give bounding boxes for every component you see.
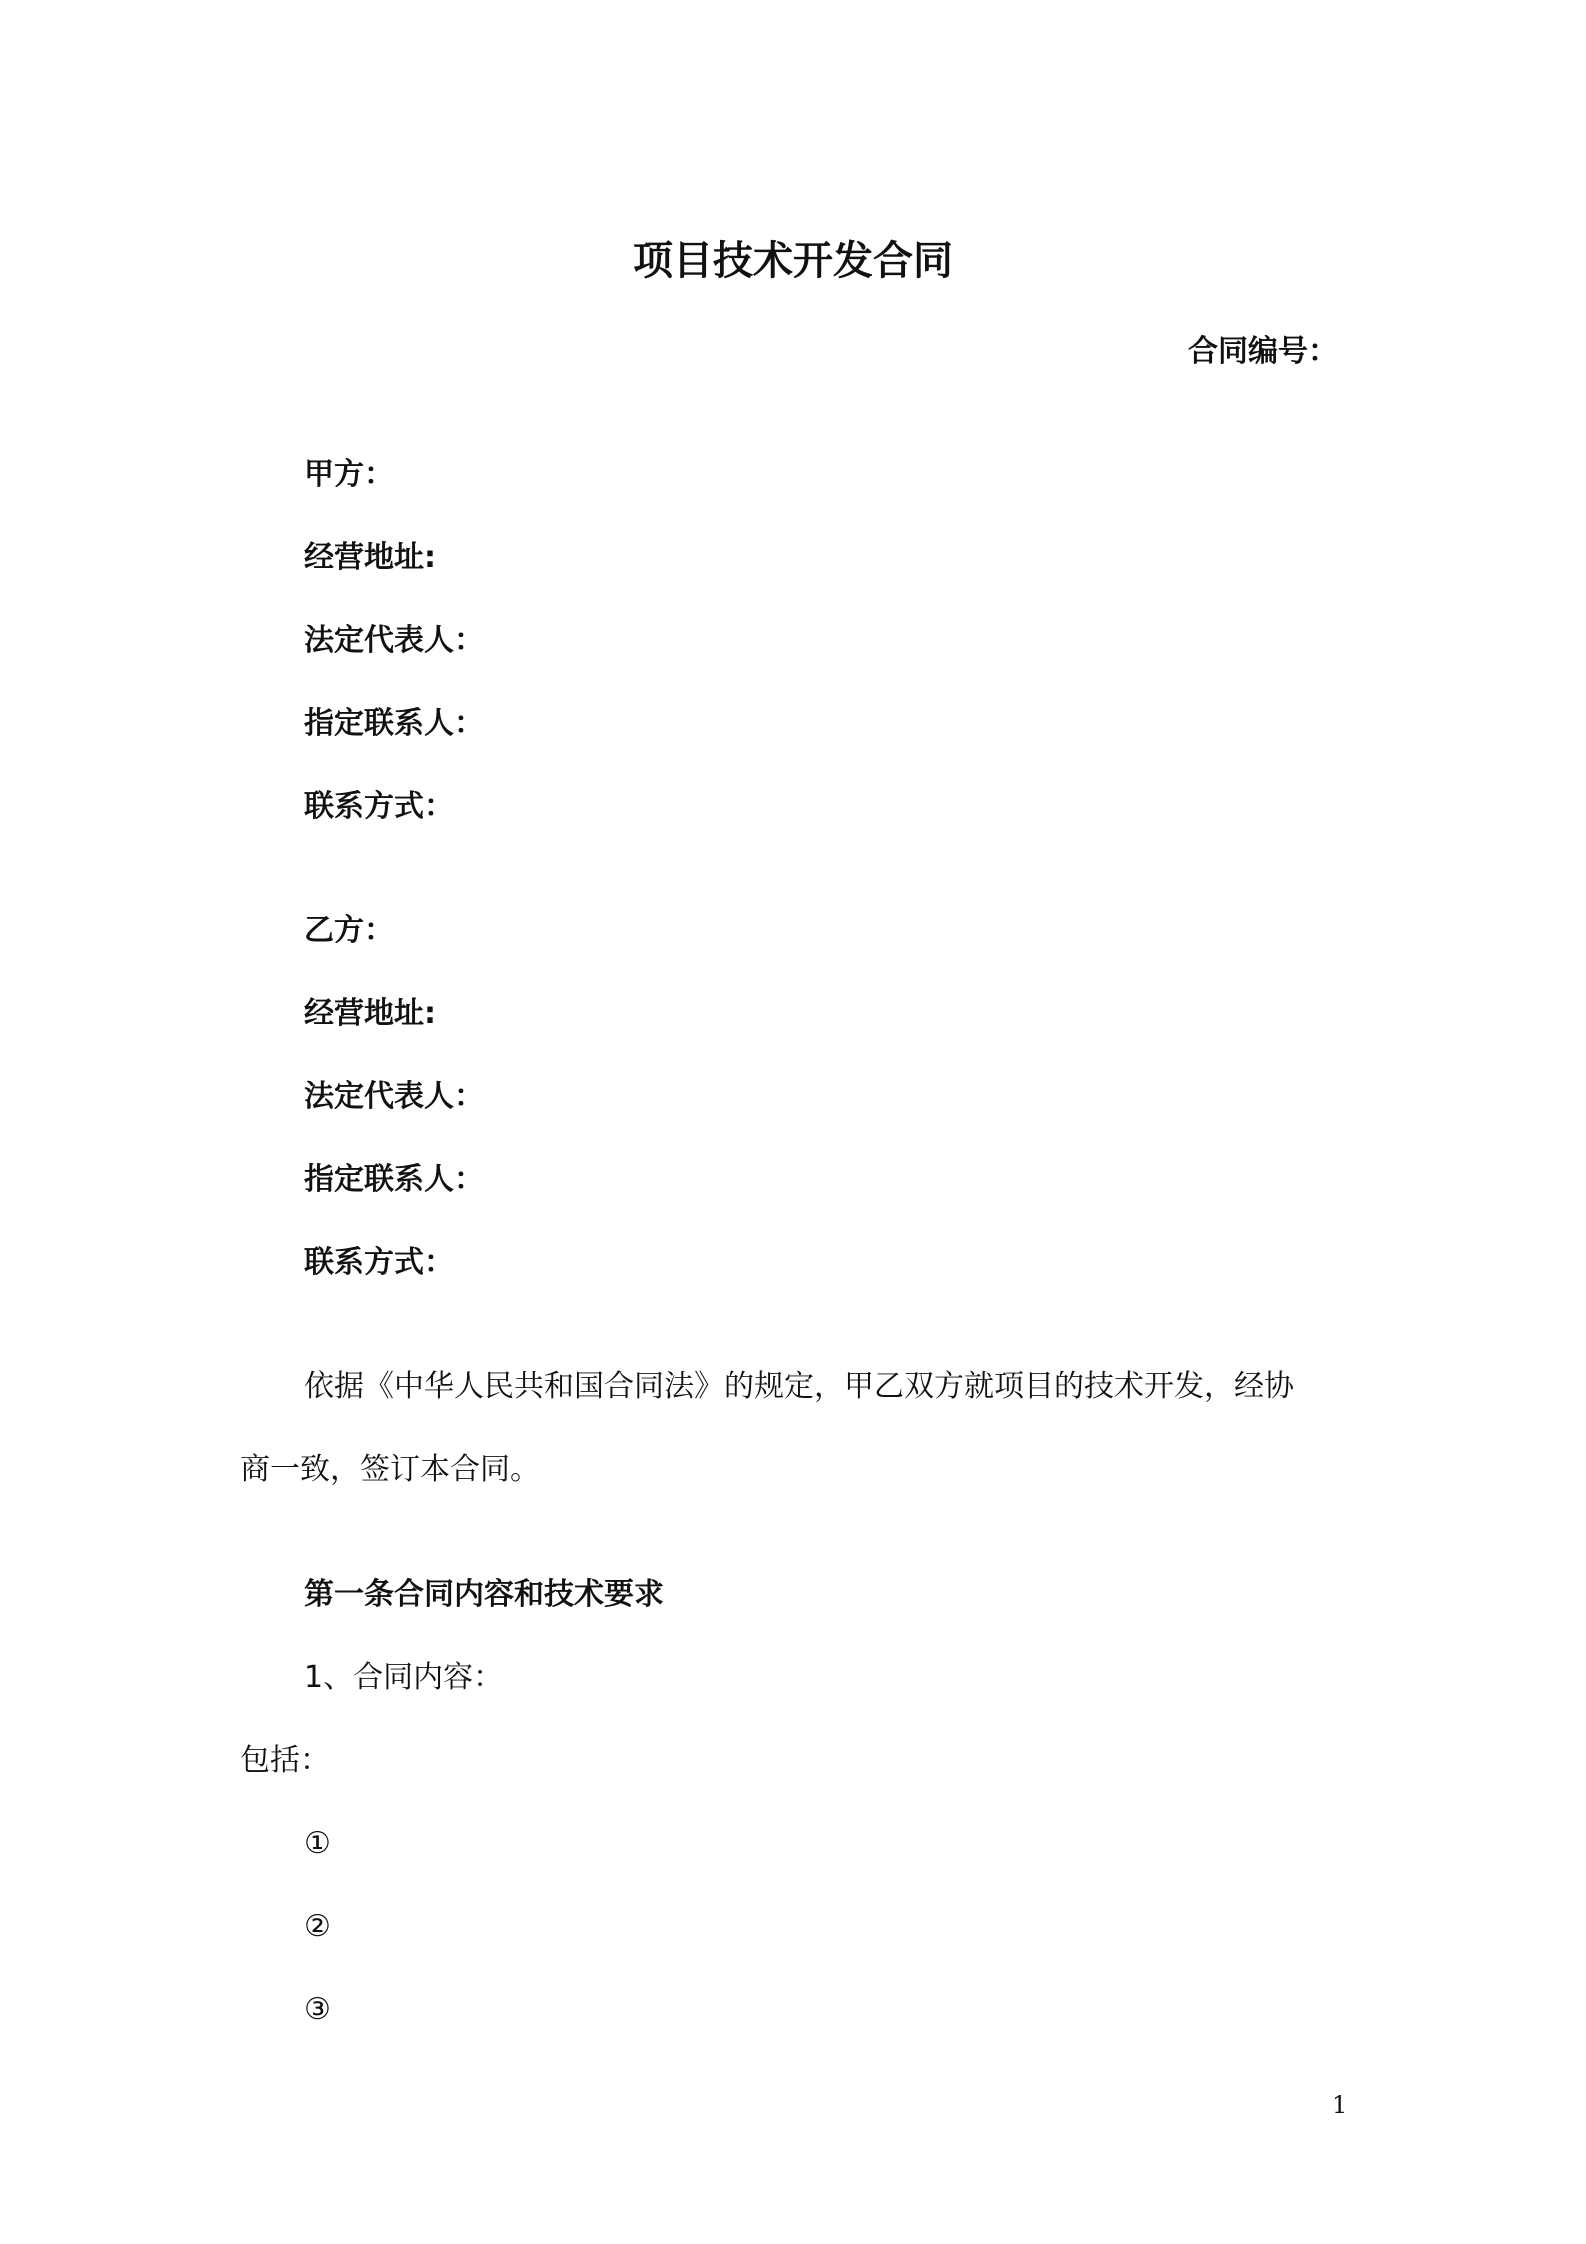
party-a-label: 甲方： [304,457,394,492]
document-title: 项目技术开发合同 [633,238,953,284]
includes-label: 包括： [240,1743,330,1778]
preamble-line-2: 商一致，签订本合同。 [240,1452,540,1487]
article-1-heading: 第一条合同内容和技术要求 [304,1577,664,1612]
list-marker-3: ③ [304,1992,331,2027]
preamble-line-1: 依据《中华人民共和国合同法》的规定，甲乙双方就项目的技术开发，经协 [304,1369,1294,1404]
list-marker-1: ① [304,1826,331,1861]
party-a-legal-rep-label: 法定代表人： [304,623,484,658]
list-marker-2: ② [304,1909,331,1944]
party-a-contact-method-label: 联系方式： [304,789,454,824]
page-number: 1 [1332,2091,1348,2119]
party-a-contact-person-label: 指定联系人： [304,706,484,741]
item-1-label: 1、合同内容： [304,1660,504,1695]
party-b-legal-rep-label: 法定代表人： [304,1079,484,1114]
party-b-contact-method-label: 联系方式： [304,1245,454,1280]
contract-number-label: 合同编号： [1188,334,1338,369]
party-a-address-label: 经营地址: [304,540,436,575]
party-b-contact-person-label: 指定联系人： [304,1162,484,1197]
party-b-address-label: 经营地址: [304,996,436,1031]
party-b-label: 乙方： [304,913,394,948]
